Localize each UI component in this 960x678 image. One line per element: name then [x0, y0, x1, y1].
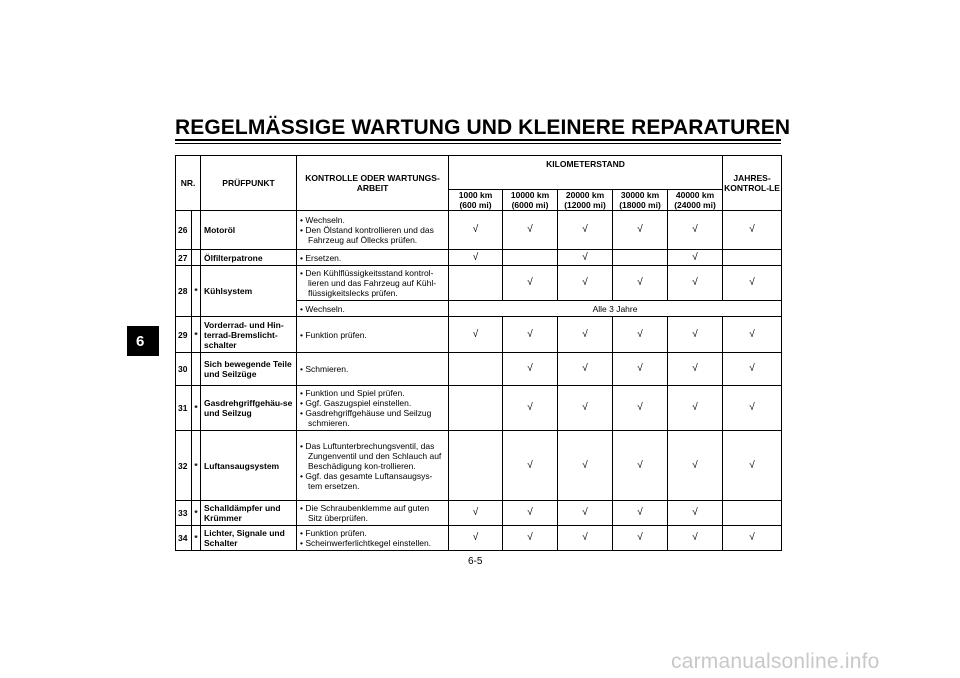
check-cell: √ — [668, 317, 723, 353]
row-number: 29 — [176, 317, 192, 353]
row-number: 28 — [176, 266, 192, 317]
title-rule-thick — [175, 139, 781, 141]
col-km-header: KILOMETERSTAND — [449, 156, 723, 190]
check-cell: √ — [668, 250, 723, 266]
col-item-header: PRÜFPUNKT — [201, 156, 297, 211]
row-item: Sich bewegende Teile und Seilzüge — [201, 353, 297, 386]
row-star — [192, 211, 201, 250]
km-col-1: 1000 km (600 mi) — [449, 190, 503, 211]
row-star — [192, 353, 201, 386]
row-star: * — [192, 317, 201, 353]
check-cell: √ — [558, 250, 613, 266]
check-cell: √ — [613, 266, 668, 301]
check-cell: √ — [613, 211, 668, 250]
row-actions: • Funktion prüfen. — [297, 317, 449, 353]
row-number: 27 — [176, 250, 192, 266]
check-cell: √ — [503, 386, 558, 431]
check-cell: √ — [449, 501, 503, 526]
row-star — [192, 250, 201, 266]
km-col-4: 30000 km (18000 mi) — [613, 190, 668, 211]
check-cell: √ — [449, 211, 503, 250]
check-cell: √ — [668, 501, 723, 526]
watermark: carmanualsonline.info — [671, 650, 880, 673]
row-actions: • Schmieren. — [297, 353, 449, 386]
table-row — [176, 211, 782, 250]
check-cell: √ — [723, 353, 782, 386]
row-number: 30 — [176, 353, 192, 386]
row-star: * — [192, 431, 201, 501]
row-actions: • Wechseln. • Den Ölstand kontrollieren und das Fahrzeug auf Öllecks prüfen. — [297, 211, 449, 250]
row-actions: • Ersetzen. — [297, 250, 449, 266]
check-cell: √ — [558, 353, 613, 386]
row-number: 31 — [176, 386, 192, 431]
table-row — [176, 431, 782, 501]
row-star: * — [192, 386, 201, 431]
table-row — [176, 353, 782, 386]
table-row — [176, 317, 782, 353]
page-number: 6-5 — [468, 556, 483, 567]
check-cell: √ — [558, 501, 613, 526]
interval-span-cell: Alle 3 Jahre — [449, 301, 782, 317]
km-col-2: 10000 km (6000 mi) — [503, 190, 558, 211]
col-action-header: KONTROLLE ODER WARTUNGS-ARBEIT — [297, 156, 449, 211]
row-star: * — [192, 526, 201, 551]
check-cell: √ — [449, 250, 503, 266]
row-star: * — [192, 266, 201, 317]
check-cell: √ — [558, 317, 613, 353]
row-item: Gasdrehgriffgehäu-se und Seilzug — [201, 386, 297, 431]
col-yearly-header: JAHRES-KONTROL-LE — [723, 156, 782, 211]
km-col-3: 20000 km (12000 mi) — [558, 190, 613, 211]
row-number: 33 — [176, 501, 192, 526]
table-row — [176, 266, 782, 301]
row-number: 26 — [176, 211, 192, 250]
check-cell — [449, 431, 503, 501]
row-actions: • Das Luftunterbrechungsventil, das Zungenventil und den Schlauch auf Beschädigung kon-trollieren. • Ggf. das gesamte Luftansaugsys-tem ersetzen. — [297, 431, 449, 501]
table-row — [176, 526, 782, 551]
km-col-5: 40000 km (24000 mi) — [668, 190, 723, 211]
check-cell — [449, 266, 503, 301]
row-item: Lichter, Signale und Schalter — [201, 526, 297, 551]
check-cell: √ — [503, 317, 558, 353]
check-cell — [449, 353, 503, 386]
check-cell: √ — [558, 526, 613, 551]
col-nr-header: NR. — [176, 156, 201, 211]
check-cell: √ — [723, 317, 782, 353]
row-number: 32 — [176, 431, 192, 501]
check-cell: √ — [558, 266, 613, 301]
check-cell — [723, 250, 782, 266]
check-cell: √ — [613, 317, 668, 353]
row-star: * — [192, 501, 201, 526]
check-cell: √ — [449, 317, 503, 353]
maintenance-table — [175, 155, 782, 551]
check-cell — [613, 250, 668, 266]
check-cell — [449, 386, 503, 431]
check-cell: √ — [503, 501, 558, 526]
check-cell: √ — [613, 501, 668, 526]
check-cell: √ — [668, 526, 723, 551]
check-cell: √ — [723, 266, 782, 301]
row-item: Ölfilterpatrone — [201, 250, 297, 266]
check-cell: √ — [613, 431, 668, 501]
check-cell: √ — [668, 431, 723, 501]
check-cell: √ — [558, 431, 613, 501]
check-cell: √ — [503, 266, 558, 301]
row-item: Kühlsystem — [201, 266, 297, 317]
row-item: Vorderrad- und Hin-terrad-Bremslicht-schalter — [201, 317, 297, 353]
table-row — [176, 386, 782, 431]
check-cell: √ — [613, 386, 668, 431]
row-number: 34 — [176, 526, 192, 551]
row-actions: • Den Kühlflüssigkeitsstand kontrol-lieren und das Fahrzeug auf Kühl-flüssigkeitslecks prüfen. — [297, 266, 449, 301]
check-cell: √ — [613, 353, 668, 386]
section-tab: 6 — [127, 326, 159, 356]
check-cell: √ — [668, 386, 723, 431]
row-item: Motoröl — [201, 211, 297, 250]
table-row — [176, 501, 782, 526]
check-cell: √ — [558, 211, 613, 250]
title-rule-thin — [175, 143, 781, 144]
check-cell: √ — [558, 386, 613, 431]
check-cell: √ — [503, 526, 558, 551]
check-cell: √ — [723, 526, 782, 551]
row-actions: • Die Schraubenklemme auf guten Sitz überprüfen. — [297, 501, 449, 526]
check-cell — [723, 501, 782, 526]
check-cell: √ — [503, 211, 558, 250]
row-actions: • Funktion prüfen. • Scheinwerferlichtkegel einstellen. — [297, 526, 449, 551]
table-row — [176, 250, 782, 266]
check-cell — [503, 250, 558, 266]
check-cell: √ — [723, 386, 782, 431]
check-cell: √ — [668, 266, 723, 301]
check-cell: √ — [668, 211, 723, 250]
check-cell: √ — [723, 431, 782, 501]
check-cell: √ — [503, 353, 558, 386]
row-actions: • Funktion und Spiel prüfen. • Ggf. Gaszugspiel einstellen. • Gasdrehgriffgehäuse und Seilzug schmieren. — [297, 386, 449, 431]
page-title: REGELMÄSSIGE WARTUNG UND KLEINERE REPARATUREN — [175, 116, 791, 139]
check-cell: √ — [668, 353, 723, 386]
check-cell: √ — [449, 526, 503, 551]
check-cell: √ — [723, 211, 782, 250]
check-cell: √ — [503, 431, 558, 501]
row-item: Luftansaugsystem — [201, 431, 297, 501]
check-cell: √ — [613, 526, 668, 551]
row-item: Schalldämpfer und Krümmer — [201, 501, 297, 526]
row-actions: • Wechseln. — [297, 301, 449, 317]
header-row — [176, 156, 782, 190]
